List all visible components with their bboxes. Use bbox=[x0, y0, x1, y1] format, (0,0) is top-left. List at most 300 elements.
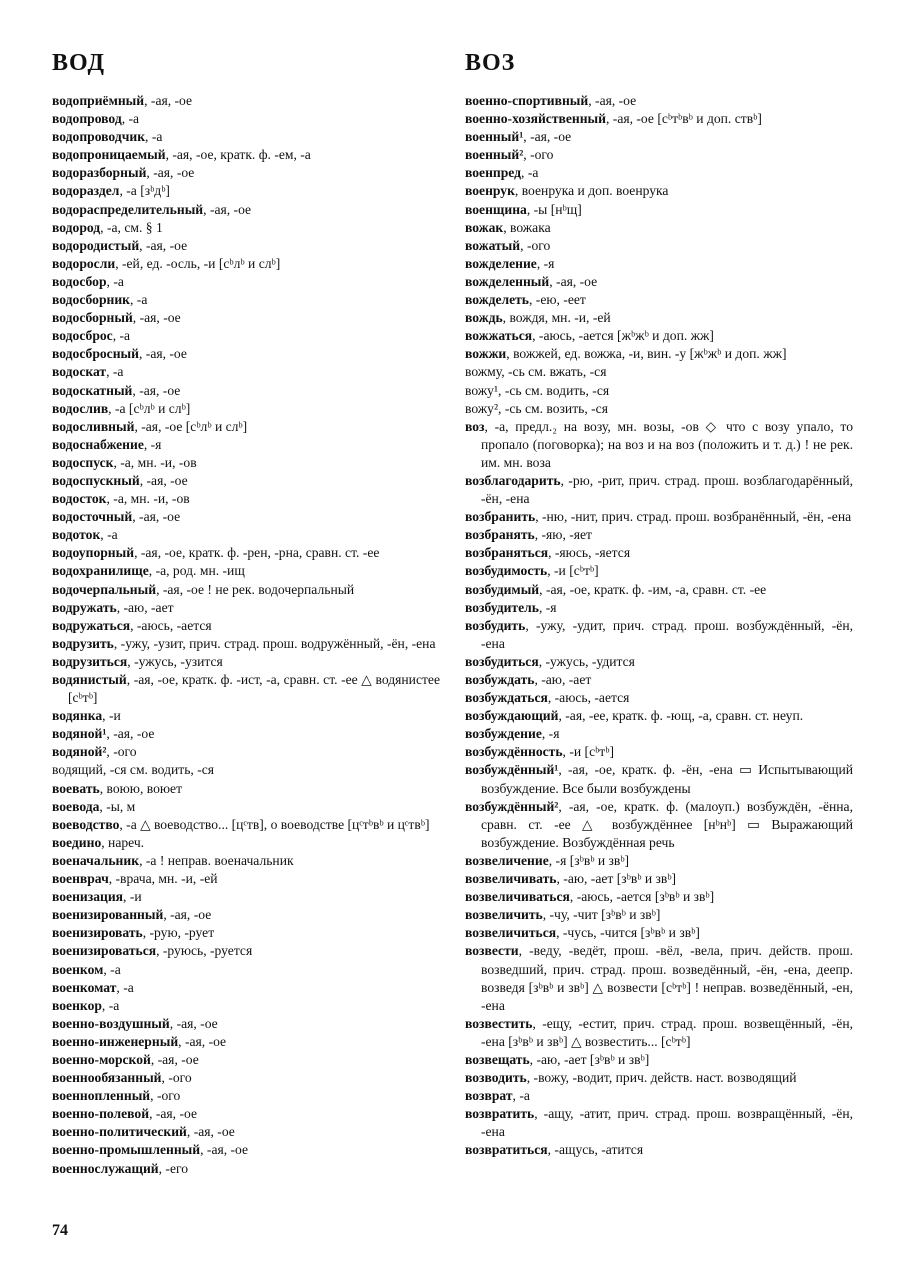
entry-body: , -ая, -ое bbox=[132, 382, 181, 398]
entry-body: , -и bbox=[102, 708, 121, 724]
entry-body: , -а bbox=[103, 961, 121, 977]
entry-body: , -ого bbox=[106, 744, 137, 760]
dictionary-entry bbox=[465, 942, 853, 1014]
entry-headword: вождь bbox=[465, 310, 503, 326]
entry-headword: военнослужащий bbox=[52, 1160, 159, 1176]
entry-body: , -ая, -ое bbox=[588, 93, 637, 108]
dictionary-entry bbox=[465, 309, 853, 327]
dictionary-entry bbox=[52, 834, 440, 852]
entry-headword: водянка bbox=[52, 708, 103, 724]
entry-body: , -ая, -ое [сᵇтᵇвᵇ и доп. ствᵇ] bbox=[606, 111, 762, 127]
entry-headword: водосточный bbox=[52, 509, 133, 525]
entry-body: , -ы [нᵇщ] bbox=[526, 201, 582, 217]
entry-body: , -а, мн. -и, -ов bbox=[106, 491, 190, 507]
dictionary-entry bbox=[52, 743, 440, 761]
entry-headword: воеводство bbox=[52, 816, 120, 832]
dictionary-entry bbox=[52, 581, 440, 599]
entry-body: , -и [сᵇтᵇ] bbox=[562, 744, 614, 760]
entry-headword: военизировать bbox=[52, 925, 143, 941]
dictionary-entry bbox=[52, 454, 440, 472]
dictionary-entry bbox=[52, 273, 440, 291]
entry-headword: возбуждённый² bbox=[465, 798, 559, 814]
entry-headword: водораспределительный bbox=[52, 201, 204, 217]
entry-body: , -а, мн. -и, -ов bbox=[113, 454, 197, 470]
dictionary-entry bbox=[465, 273, 853, 291]
entry-headword: возвещать bbox=[465, 1051, 530, 1067]
entry-headword: водочерпальный bbox=[52, 581, 157, 597]
entry-body: вожму, -сь см. вжать, -ся bbox=[465, 364, 607, 380]
dictionary-entry bbox=[465, 653, 853, 671]
entry-headword: вожжаться bbox=[465, 328, 533, 344]
dictionary-entry bbox=[52, 363, 440, 381]
entry-headword: военно-спортивный bbox=[465, 93, 589, 108]
entry-body: , -а, см. § 1 bbox=[100, 219, 163, 235]
running-header-right: ВОЗ bbox=[465, 50, 516, 76]
dictionary-entry bbox=[52, 599, 440, 617]
entry-body: , -ая, -ое bbox=[200, 1142, 249, 1158]
entry-headword: возбудить bbox=[465, 617, 526, 633]
dictionary-entry bbox=[465, 617, 853, 653]
entry-headword: водосборный bbox=[52, 310, 133, 326]
page-number: 74 bbox=[52, 1222, 68, 1239]
entry-body: , -и bbox=[123, 889, 142, 905]
entry-headword: военный¹ bbox=[465, 129, 524, 145]
entry-headword: военпред bbox=[465, 165, 522, 181]
entry-headword: возврат bbox=[465, 1088, 513, 1104]
dictionary-entry bbox=[465, 1087, 853, 1105]
dictionary-entry bbox=[52, 888, 440, 906]
entry-headword: возвести bbox=[465, 943, 519, 959]
entry-body: , -рую, -рует bbox=[142, 925, 215, 941]
dictionary-entry bbox=[52, 979, 440, 997]
entry-headword: возбуждать bbox=[465, 672, 535, 687]
entry-body: , -ужусь, -удится bbox=[538, 653, 635, 669]
dictionary-entry bbox=[465, 345, 853, 363]
entry-body: , воюю, воюет bbox=[99, 780, 183, 796]
dictionary-entry bbox=[52, 617, 440, 635]
entry-headword: военно-воздушный bbox=[52, 1015, 170, 1031]
dictionary-entry bbox=[52, 219, 440, 237]
entry-body: , -руюсь, -руется bbox=[156, 943, 253, 959]
entry-headword: воевать bbox=[52, 780, 100, 796]
entry-body: , -ая, -ое bbox=[132, 310, 181, 326]
dictionary-entry bbox=[465, 1051, 853, 1069]
entry-headword: возвестить bbox=[465, 1015, 533, 1031]
entry-body: , -ая, -ое bbox=[139, 472, 188, 488]
entry-headword: водосливный bbox=[52, 418, 135, 434]
entry-headword: возбранять bbox=[465, 527, 535, 543]
entry-headword: военврач bbox=[52, 871, 109, 887]
dictionary-entry bbox=[52, 255, 440, 273]
entry-headword: возбудитель bbox=[465, 599, 539, 615]
dictionary-entry bbox=[52, 635, 440, 653]
entry-body: , -ая, -ое bbox=[186, 1124, 235, 1140]
entry-body: , вожжей, ед. вожжа, -и, вин. -у [жᵇжᵇ и доп. жж] bbox=[506, 346, 787, 362]
dictionary-entry bbox=[465, 870, 853, 888]
entry-headword: возбудимый bbox=[465, 581, 540, 597]
dictionary-entry bbox=[465, 689, 853, 707]
entry-headword: водрузить bbox=[52, 635, 114, 651]
dictionary-entry bbox=[52, 309, 440, 327]
entry-body: , -ая, -ое bbox=[144, 93, 193, 108]
entry-body: , -врача, мн. -и, -ей bbox=[108, 871, 218, 887]
dictionary-entry bbox=[52, 1015, 440, 1033]
entry-body: , -ая, -ое [сᵇлᵇ и слᵇ] bbox=[134, 418, 248, 434]
entry-headword: военщина bbox=[465, 201, 527, 217]
dictionary-entry bbox=[465, 526, 853, 544]
entry-body: , -ая, -ое bbox=[178, 1033, 227, 1049]
right-column bbox=[465, 92, 853, 1160]
dictionary-entry bbox=[52, 798, 440, 816]
entry-body: , -чусь, -чится [зᵇвᵇ и звᵇ] bbox=[556, 925, 700, 941]
entry-headword: военизированный bbox=[52, 907, 164, 923]
entry-body: , -аю, -ает [зᵇвᵇ и звᵇ] bbox=[529, 1051, 650, 1067]
entry-body: , -а [сᵇлᵇ и слᵇ] bbox=[108, 400, 191, 416]
entry-body: , -я bbox=[538, 599, 557, 615]
entry-body: водящий, -ся см. водить, -ся bbox=[52, 762, 215, 778]
dictionary-entry bbox=[52, 92, 440, 110]
entry-body: , -ая, -ое bbox=[146, 165, 195, 181]
entry-body: , -ая, -ое bbox=[523, 129, 572, 145]
dictionary-entry bbox=[52, 1033, 440, 1051]
entry-headword: возбудимость bbox=[465, 563, 548, 579]
dictionary-entry bbox=[465, 743, 853, 761]
dictionary-entry bbox=[52, 146, 440, 164]
dictionary-entry bbox=[52, 1087, 440, 1105]
entry-headword: водоскатный bbox=[52, 382, 133, 398]
dictionary-entry bbox=[52, 870, 440, 888]
entry-body: , -ая, -ое, кратк. ф. -ист, -а, сравн. ст. -ее △ водянистее [сᵇтᵇ] bbox=[68, 672, 440, 706]
entry-headword: возводить bbox=[465, 1070, 527, 1086]
entry-headword: водоупорный bbox=[52, 545, 135, 561]
entry-headword: военно-инженерный bbox=[52, 1033, 179, 1049]
dictionary-entry bbox=[465, 291, 853, 309]
entry-headword: воз bbox=[465, 418, 485, 434]
dictionary-entry bbox=[465, 798, 853, 852]
dictionary-entry bbox=[52, 345, 440, 363]
dictionary-entry bbox=[465, 1069, 853, 1087]
dictionary-entry bbox=[465, 327, 853, 345]
entry-headword: водосбросный bbox=[52, 346, 139, 362]
entry-body: , -а ! неправ. военачальник bbox=[139, 852, 294, 868]
entry-headword: возбраняться bbox=[465, 545, 549, 561]
entry-body: , -чу, -чит [зᵇвᵇ и звᵇ] bbox=[542, 907, 661, 923]
entry-headword: возвеличивать bbox=[465, 871, 557, 887]
entry-body: , -а bbox=[521, 165, 539, 181]
entry-body: , -аюсь, -ается [жᵇжᵇ и доп. жж] bbox=[532, 328, 714, 344]
entry-body: , -ужусь, -узится bbox=[127, 653, 223, 669]
entry-headword: возвратить bbox=[465, 1106, 535, 1122]
dictionary-entry bbox=[52, 671, 440, 707]
dictionary-entry bbox=[52, 201, 440, 219]
entry-body: , -ая, -ее, кратк. ф. -ющ, -а, сравн. ст. неуп. bbox=[558, 708, 804, 724]
entry-headword: военно-полевой bbox=[52, 1106, 150, 1122]
entry-headword: вожжи bbox=[465, 346, 507, 362]
entry-body: , -а bbox=[116, 979, 134, 995]
entry-headword: водосборник bbox=[52, 292, 130, 308]
entry-body: , -вожу, -водит, прич. действ. наст. возводящий bbox=[526, 1070, 797, 1086]
dictionary-entry bbox=[465, 255, 853, 273]
entry-headword: военрук bbox=[465, 183, 515, 199]
entry-headword: возвеличиваться bbox=[465, 889, 570, 905]
entry-body: , -яю, -яет bbox=[534, 527, 593, 543]
entry-headword: водоток bbox=[52, 527, 101, 543]
entry-headword: возбуждённость bbox=[465, 744, 563, 760]
dictionary-entry bbox=[465, 707, 853, 725]
entry-body: , -аю, -ает bbox=[534, 672, 592, 687]
entry-headword: водружать bbox=[52, 599, 117, 615]
entry-body: , -а bbox=[106, 273, 124, 289]
entry-headword: военно-морской bbox=[52, 1051, 151, 1067]
entry-headword: водружаться bbox=[52, 617, 131, 633]
dictionary-entry bbox=[465, 400, 853, 418]
entry-body: , -ужу, -узит, прич. страд. прош. водружённый, -ён, -ена bbox=[113, 635, 436, 651]
dictionary-entry bbox=[465, 924, 853, 942]
entry-headword: водоросли bbox=[52, 255, 116, 271]
dictionary-entry bbox=[465, 472, 853, 508]
entry-body: , -ей, ед. -осль, -и [сᵇлᵇ и слᵇ] bbox=[115, 255, 281, 271]
entry-body: , нареч. bbox=[101, 834, 145, 850]
dictionary-entry bbox=[465, 164, 853, 182]
entry-headword: воевода bbox=[52, 798, 100, 814]
dictionary-entry bbox=[52, 382, 440, 400]
entry-headword: военачальник bbox=[52, 852, 140, 868]
entry-body: , -ая, -ое bbox=[150, 1051, 199, 1067]
entry-headword: водоприёмный bbox=[52, 93, 145, 108]
entry-headword: военком bbox=[52, 961, 104, 977]
dictionary-entry bbox=[52, 128, 440, 146]
dictionary-entry bbox=[52, 924, 440, 942]
entry-body: , -а bbox=[112, 328, 131, 344]
dictionary-entry bbox=[465, 128, 853, 146]
entry-headword: военно-политический bbox=[52, 1124, 187, 1140]
entry-body: , -а bbox=[512, 1088, 530, 1104]
entry-headword: водрузиться bbox=[52, 653, 128, 669]
entry-body: , -ещу, -естит, прич. страд. прош. возвещённый, -ён, -ена [зᵇвᵇ и звᵇ] △ возвестить... [сᵇтᵇ] bbox=[481, 1015, 853, 1049]
dictionary-entry bbox=[52, 490, 440, 508]
entry-body: , -ы, м bbox=[99, 798, 136, 814]
dictionary-entry bbox=[52, 816, 440, 834]
entry-headword: водопровод bbox=[52, 111, 122, 127]
entry-body: , -ая, -ое bbox=[106, 726, 155, 742]
entry-headword: возвратиться bbox=[465, 1142, 548, 1158]
entry-headword: вожделенный bbox=[465, 273, 550, 289]
entry-headword: возвеличиться bbox=[465, 925, 557, 941]
dictionary-entry bbox=[465, 508, 853, 526]
dictionary-entry bbox=[52, 164, 440, 182]
entry-headword: военно-промышленный bbox=[52, 1142, 201, 1158]
entry-body: , военрука и доп. военрука bbox=[514, 183, 669, 199]
entry-body: вожу², -сь см. возить, -ся bbox=[465, 400, 608, 416]
entry-body: , -а bbox=[130, 292, 148, 308]
entry-headword: воедино bbox=[52, 834, 102, 850]
dictionary-entry bbox=[465, 92, 853, 110]
entry-headword: водоспускный bbox=[52, 472, 140, 488]
entry-headword: военкор bbox=[52, 997, 102, 1013]
entry-headword: водосбор bbox=[52, 273, 107, 289]
entry-body: , -рю, -рит, прич. страд. прош. возблагодарённый, -ён, -ена bbox=[481, 472, 853, 507]
entry-body: , -ого bbox=[161, 1070, 192, 1086]
entry-headword: водораздел bbox=[52, 183, 120, 199]
entry-body: , -ая, -ое bbox=[149, 1106, 197, 1122]
entry-body: , -ею, -еет bbox=[529, 292, 586, 308]
dictionary-entry bbox=[52, 472, 440, 490]
dictionary-entry bbox=[52, 961, 440, 979]
entry-body: , -а [зᵇдᵇ] bbox=[119, 183, 170, 199]
entry-body: , -ая, -ое bbox=[163, 907, 212, 923]
dictionary-entry bbox=[465, 110, 853, 128]
dictionary-entry bbox=[52, 653, 440, 671]
dictionary-entry bbox=[465, 382, 853, 400]
entry-body: , -я bbox=[536, 255, 555, 271]
dictionary-entry bbox=[52, 725, 440, 743]
dictionary-entry bbox=[52, 1105, 440, 1123]
entry-headword: водосток bbox=[52, 491, 107, 507]
entry-headword: водосброс bbox=[52, 328, 113, 344]
entry-headword: вожделеть bbox=[465, 292, 529, 308]
entry-body: , -а bbox=[121, 111, 140, 127]
dictionary-entry bbox=[52, 852, 440, 870]
entry-body: , -а bbox=[100, 527, 118, 543]
dictionary-entry bbox=[465, 581, 853, 599]
entry-body: , -аюсь, -ается bbox=[547, 690, 630, 706]
entry-headword: возбуждение bbox=[465, 726, 542, 742]
dictionary-entry bbox=[465, 761, 853, 797]
entry-body: , -а △ воеводство... [цᶜтв], о воеводстве [цᶜтᵇвᵇ и цᶜтвᵇ] bbox=[119, 816, 430, 832]
entry-headword: водоскат bbox=[52, 364, 107, 380]
entry-headword: возбуждающий bbox=[465, 708, 559, 724]
dictionary-entry bbox=[52, 237, 440, 255]
entry-body: , -ащусь, -атится bbox=[547, 1142, 644, 1158]
entry-headword: военный² bbox=[465, 147, 524, 163]
entry-headword: водяной¹ bbox=[52, 726, 107, 742]
entry-body: , -ого bbox=[150, 1088, 181, 1104]
entry-headword: водопроницаемый bbox=[52, 147, 166, 163]
dictionary-entry bbox=[465, 182, 853, 200]
entry-body: , -аю, -ает [зᵇвᵇ и звᵇ] bbox=[556, 871, 677, 887]
dictionary-entry bbox=[52, 1141, 440, 1159]
dictionary-entry bbox=[465, 906, 853, 924]
entry-body: , -ая, -ое bbox=[169, 1015, 218, 1031]
entry-headword: водород bbox=[52, 219, 101, 235]
dictionary-entry bbox=[52, 182, 440, 200]
entry-body: , -ая, -ое, кратк. ф. -ем, -а bbox=[165, 147, 311, 163]
dictionary-entry bbox=[465, 237, 853, 255]
entry-body: , вождя, мн. -и, -ей bbox=[502, 310, 611, 326]
entry-body: , -а bbox=[145, 129, 163, 145]
dictionary-entry bbox=[465, 1141, 853, 1159]
dictionary-entry bbox=[52, 906, 440, 924]
entry-body: , -я [зᵇвᵇ и звᵇ] bbox=[548, 852, 630, 868]
dictionary-entry bbox=[465, 219, 853, 237]
dictionary-entry bbox=[52, 291, 440, 309]
entry-headword: возвеличение bbox=[465, 852, 549, 868]
entry-headword: военизация bbox=[52, 889, 124, 905]
entry-headword: военно-хозяйственный bbox=[465, 111, 606, 127]
dictionary-entry bbox=[52, 1123, 440, 1141]
dictionary-entry bbox=[52, 544, 440, 562]
entry-headword: военкомат bbox=[52, 979, 117, 995]
entry-headword: возбранить bbox=[465, 509, 536, 525]
running-header-left: ВОД bbox=[52, 50, 105, 76]
dictionary-entry bbox=[465, 544, 853, 562]
entry-body: , -ужу, -удит, прич. страд. прош. возбуждённый, -ён, -ена bbox=[481, 617, 853, 651]
dictionary-entry bbox=[52, 997, 440, 1015]
entry-body: , -аюсь, -ается [зᵇвᵇ и звᵇ] bbox=[569, 889, 715, 905]
entry-body: , вожака bbox=[503, 219, 551, 235]
dictionary-entry bbox=[465, 562, 853, 580]
entry-body: , -ая, -ое bbox=[549, 273, 598, 289]
entry-body: , -ая, -ое, кратк. ф. -рен, -рна, сравн. ст. -ее bbox=[134, 545, 380, 561]
dictionary-entry bbox=[465, 363, 853, 381]
entry-headword: вожделение bbox=[465, 255, 537, 271]
entry-headword: возбуждаться bbox=[465, 690, 548, 706]
dictionary-entry bbox=[52, 761, 440, 779]
entry-body: , -ого bbox=[523, 147, 554, 163]
dictionary-entry bbox=[52, 110, 440, 128]
entry-headword: водоснабжение bbox=[52, 436, 144, 452]
entry-body: , -ого bbox=[520, 237, 551, 253]
entry-headword: военнопленный bbox=[52, 1088, 151, 1104]
entry-headword: возбудиться bbox=[465, 653, 539, 669]
entry-body: , -аюсь, -ается bbox=[130, 617, 212, 633]
entry-body: , -а, предл.₂ на возу, мн. возы, -ов ◇ что с возу упало, то пропало (поговорка); на воз и на воз (положить и т. д.) ! не рек. им. мн. воза bbox=[481, 418, 853, 470]
entry-headword: водородистый bbox=[52, 237, 140, 253]
entry-headword: водоспуск bbox=[52, 454, 114, 470]
dictionary-entry bbox=[465, 1105, 853, 1141]
dictionary-entry bbox=[52, 400, 440, 418]
dictionary-entry bbox=[465, 146, 853, 164]
entry-headword: военнообязанный bbox=[52, 1070, 162, 1086]
dictionary-entry bbox=[52, 508, 440, 526]
entry-body: , -ая, -ое bbox=[139, 346, 187, 362]
dictionary-entry bbox=[465, 725, 853, 743]
entry-body: , -а bbox=[106, 364, 124, 380]
entry-body: , -ая, -ое, кратк. ф. -ён, -ена ▭ Испытывающий возбуждение. Все были возбуждены bbox=[481, 762, 853, 796]
dictionary-entry bbox=[465, 888, 853, 906]
entry-body: , -его bbox=[158, 1160, 189, 1176]
entry-headword: водохранилище bbox=[52, 563, 149, 579]
entry-headword: возвеличить bbox=[465, 907, 543, 923]
dictionary-entry bbox=[52, 418, 440, 436]
dictionary-entry bbox=[52, 1069, 440, 1087]
entry-body: , -я bbox=[541, 726, 560, 742]
dictionary-entry bbox=[465, 671, 853, 689]
entry-body: , -ая, -ое ! не рек. водочерпальный bbox=[156, 581, 355, 597]
entry-body: , -веду, -ведёт, прош. -вёл, -вела, прич. действ. прош. возведший, прич. страд. прош. возведённый, -ён, -ена, деепр. возведя [зᵇвᵇ и звᵇ] △ возвести [сᵇтᵇ] ! неправ. возведённый, -ен, -ена bbox=[481, 943, 853, 1013]
dictionary-entry bbox=[52, 526, 440, 544]
entry-body: , -ая, -ое bbox=[203, 201, 252, 217]
entry-headword: водоразборный bbox=[52, 165, 147, 181]
entry-body: , -и [сᵇтᵇ] bbox=[547, 563, 599, 579]
entry-headword: военизироваться bbox=[52, 943, 157, 959]
entry-body: , -а, род. мн. -ищ bbox=[148, 563, 245, 579]
dictionary-entry bbox=[465, 1015, 853, 1051]
entry-body: , -ая, -ое, кратк. ф. (малоуп.) возбуждён, -ённа, сравн. ст. -ее △ возбуждённее [нᵇнᵇ] ▭ Выражающий возбуждение. Возбуждённая речь bbox=[481, 798, 853, 850]
left-column bbox=[52, 92, 440, 1178]
entry-headword: вожак bbox=[465, 219, 504, 235]
entry-body: , -яюсь, -яется bbox=[548, 545, 631, 561]
dictionary-entry bbox=[465, 599, 853, 617]
dictionary-entry bbox=[52, 707, 440, 725]
dictionary-entry bbox=[465, 201, 853, 219]
entry-headword: водопроводчик bbox=[52, 129, 146, 145]
dictionary-entry bbox=[465, 418, 853, 472]
dictionary-entry bbox=[52, 942, 440, 960]
dictionary-entry bbox=[52, 780, 440, 798]
entry-headword: водянистый bbox=[52, 672, 127, 687]
entry-body: , -аю, -ает bbox=[116, 599, 174, 615]
